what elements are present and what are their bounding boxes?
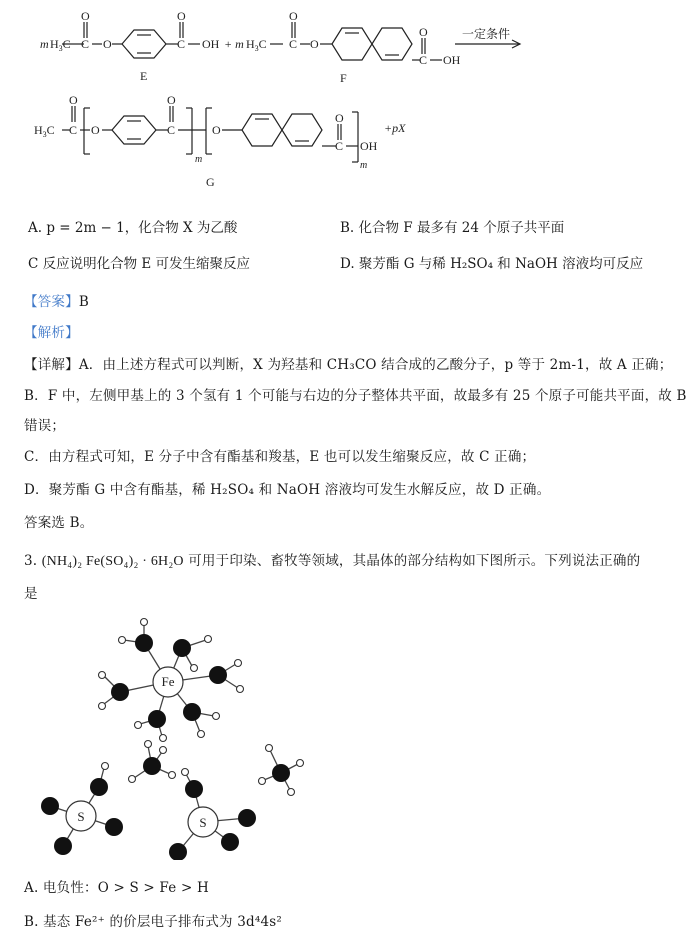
- answer-tag: 【答案】: [24, 294, 79, 310]
- svg-text:O: O: [335, 111, 344, 125]
- answer-value: B: [78, 294, 89, 310]
- s-label-2: S: [199, 815, 207, 830]
- svg-text:O: O: [177, 9, 186, 23]
- svg-text:C: C: [81, 37, 90, 51]
- compound-f-label: F: [340, 71, 347, 85]
- detail-text-1: A．由上述方程式可以判断，X 为羟基和 CH₃CO 结合成的乙酸分子，p 等于 2m-1，故 A 正确；: [78, 357, 673, 373]
- svg-text:O: O: [419, 25, 428, 39]
- option-a-q2: A. p = 2m − 1，化合物 X 为乙酸: [28, 220, 238, 236]
- product-sub-m-2: m: [360, 160, 368, 171]
- svg-text:O: O: [310, 37, 319, 51]
- option-d-q2: D. 聚芳酯 G 与稀 H₂SO₄ 和 NaOH 溶液均可反应: [340, 256, 644, 272]
- conclusion: 答案选 B。: [24, 515, 94, 531]
- coef-m-1: m: [40, 37, 49, 51]
- s-label-1: S: [77, 809, 85, 824]
- option-a-q3: A. 电负性：O > S > Fe > H: [24, 880, 209, 896]
- svg-text:H3C: $H_3C$: [246, 37, 267, 53]
- fe-label: Fe: [161, 674, 175, 689]
- svg-text:C: C: [177, 37, 186, 51]
- svg-text:C: C: [419, 53, 428, 67]
- question-number: 3.: [24, 553, 38, 569]
- option-b-q2: B. 化合物 F 最多有 24 个原子共平面: [340, 220, 565, 236]
- compound-e-label: E: [140, 69, 148, 83]
- svg-text:O: O: [289, 9, 298, 23]
- reaction-condition: 一定条件: [462, 27, 511, 41]
- svg-text:O: O: [81, 9, 90, 23]
- svg-text:H3C: $H_3C$: [50, 37, 71, 53]
- detail-tag: 【详解】: [24, 357, 79, 373]
- detail-line-3: 错误；: [24, 418, 66, 434]
- svg-text:OH: OH: [360, 139, 378, 153]
- question-stem-2: 是: [24, 586, 38, 602]
- detail-line-1: [24, 353, 672, 373]
- svg-text:OH: OH: [202, 37, 220, 51]
- svg-text:OH: OH: [443, 53, 461, 67]
- compound-g-label: G: [206, 175, 215, 189]
- coef-m-2: + m: [224, 37, 244, 51]
- svg-text:O: O: [167, 93, 176, 107]
- option-b-q3: B. 基态 Fe²⁺ 的价层电子排布式为 3d⁴4s²: [24, 914, 283, 930]
- detail-line-4: C．由方程式可知，E 分子中含有酯基和羧基，E 也可以发生缩聚反应，故 C 正确；: [24, 449, 536, 465]
- product-sub-m: m: [195, 154, 203, 165]
- question-stem-1: 可用于印染、畜牧等领域，其晶体的部分结构如下图所示。下列说法正确的: [188, 553, 641, 569]
- svg-text:C: C: [335, 139, 344, 153]
- crystal-structure-figure: [0, 600, 692, 860]
- svg-text:C: C: [289, 37, 298, 51]
- detail-line-2: B．F 中，左侧甲基上的 3 个氢有 1 个可能与右边的分子整体共平面，故最多有 25 个原子可能共平面，故 B: [24, 388, 687, 404]
- question-formula: (NH₄)₂ Fe(SO₄)₂ · 6H₂O: [41, 554, 184, 569]
- question-3-stem: [24, 549, 640, 570]
- byproduct: +pX: [384, 121, 406, 135]
- svg-text:O: O: [91, 123, 100, 137]
- answer-line: [24, 290, 89, 310]
- analysis-tag: 【解析】: [24, 325, 79, 341]
- detail-line-5: D．聚芳酯 G 中含有酯基，稀 H₂SO₄ 和 NaOH 溶液均可发生水解反应，故 D 正确。: [24, 482, 551, 498]
- svg-text:C: C: [167, 123, 176, 137]
- svg-text:O: O: [103, 37, 112, 51]
- svg-text:O: O: [212, 123, 221, 137]
- svg-text:C: C: [69, 123, 78, 137]
- option-c-q2: C 反应说明化合物 E 可发生缩聚反应: [28, 256, 251, 272]
- reaction-scheme: [0, 0, 692, 200]
- svg-text:H3C: $H_3C$: [34, 123, 55, 139]
- svg-text:O: O: [69, 93, 78, 107]
